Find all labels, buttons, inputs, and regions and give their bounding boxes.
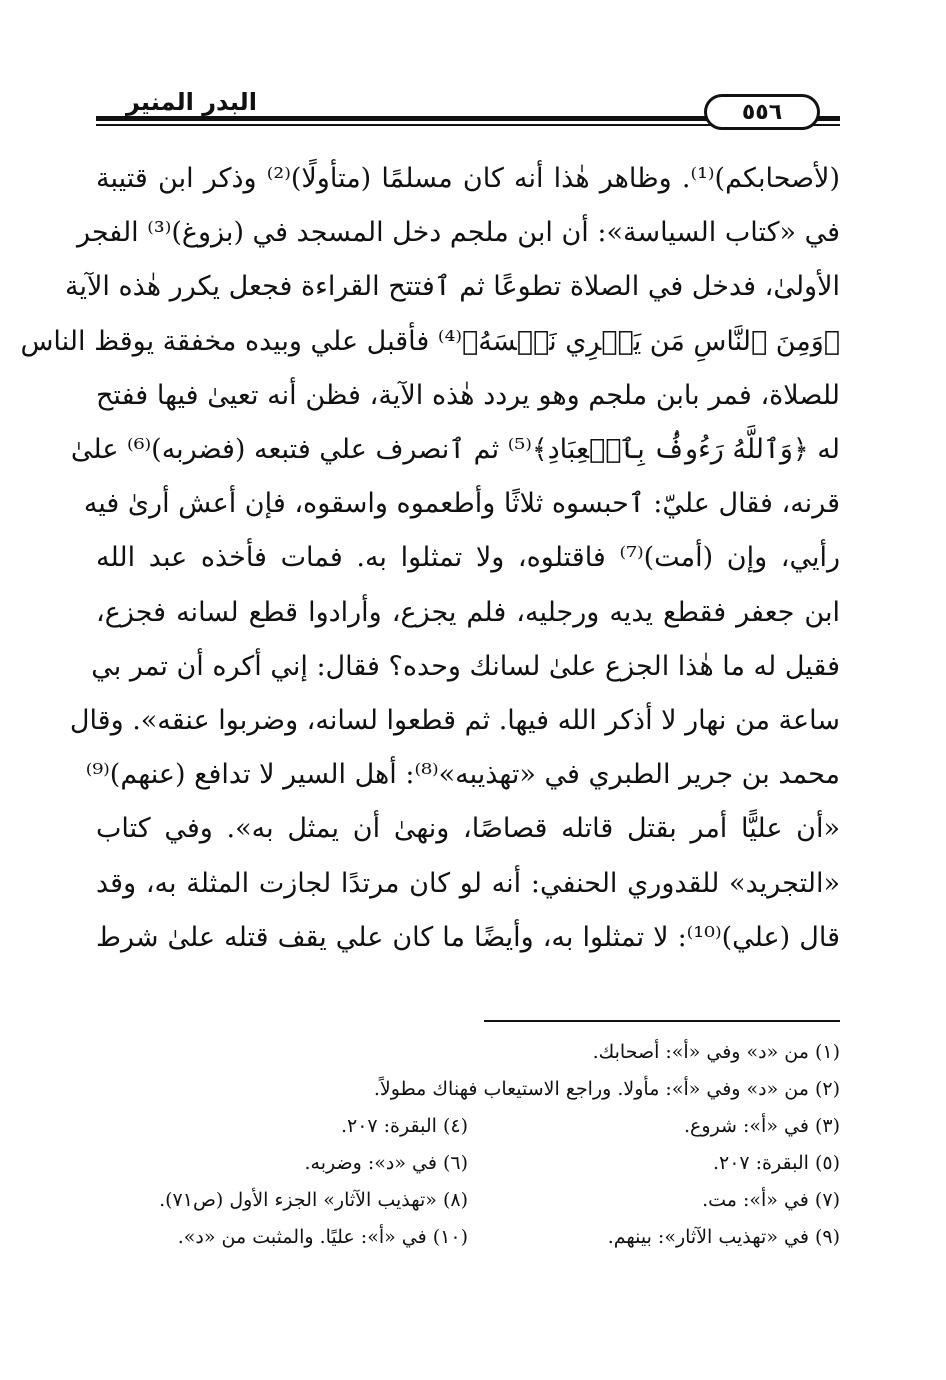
- footnote: (٥) البقرة: ٢٠٧.: [712, 1152, 840, 1174]
- text-line: «أن عليًّا أمر بقتل قاتله قصاصًا، ونهىٰ أن يمثل به». وفي كتاب: [96, 813, 840, 845]
- text-line: ابن جعفر فقطع يديه ورجليه، فلم يجزع، وأرادوا قطع لسانه فجزع،: [96, 596, 840, 628]
- book-title: البدر المنير: [126, 88, 257, 116]
- text-line: رأيي، وإن (أمت)⁽⁷⁾ فاقتلوه، ولا تمثلوا به. فمات فأخذه عبد الله: [96, 542, 841, 574]
- page-number-badge: [704, 94, 820, 130]
- footnote-row: [96, 1182, 840, 1219]
- footnote-row: [96, 1219, 840, 1256]
- footnotes: [96, 1034, 840, 1256]
- footnote: (٣) في «أ»: شروع.: [684, 1115, 840, 1137]
- footnote-row: [96, 1145, 840, 1182]
- footnote: (٨) «تهذيب الآثار» الجزء الأول (ص٧١).: [159, 1189, 468, 1211]
- text-line: في «كتاب السياسة»: أن ابن ملجم دخل المسجد في (بزوغ)⁽³⁾ الفجر: [76, 217, 840, 249]
- footnote: (١) من «د» وفي «أ»: أصحابك.: [592, 1041, 840, 1063]
- footnote-separator: [484, 1020, 840, 1022]
- footnote: (٧) في «أ»: مت.: [702, 1189, 840, 1211]
- text-line: له ﴿وَٱللَّهُ رَءُوفُۢ بِٱلۡعِبَادِ﴾⁽⁵⁾ ثم ٱنصرف علي فتبعه (فضربه)⁽⁶⁾ علىٰ: [70, 434, 840, 466]
- footnote: (٤) البقرة: ٢٠٧.: [340, 1115, 468, 1137]
- footnote: (١٠) في «أ»: عليًا. والمثبت من «د».: [177, 1226, 468, 1248]
- page-number: ٥٥٦: [741, 99, 783, 125]
- footnote-row: [96, 1108, 840, 1145]
- footnote: (٩) في «تهذيب الآثار»: بينهم.: [607, 1226, 840, 1248]
- text-line: قال (علي)⁽¹⁰⁾: لا تمثلوا به، وأيضًا ما كان علي يقف قتله علىٰ شرط: [96, 921, 840, 953]
- text-line: فقيل له ما هٰذا الجزع علىٰ لسانك وحده؟ فقال: إني أكره أن تمر بي: [91, 650, 840, 682]
- footnote: (٢) من «د» وفي «أ»: مأولا. وراجع الاستيعاب فهناك مطولاً.: [373, 1078, 840, 1100]
- text-line: محمد بن جرير الطبري في «تهذيبه»⁽⁸⁾: أهل السير لا تدافع (عنهم)⁽⁹⁾: [85, 759, 840, 791]
- main-text: [20, 152, 841, 965]
- text-line: ساعة من نهار لا أذكر الله فيها. ثم قطعوا لسانه، وضربوا عنقه». وقال: [69, 705, 840, 737]
- footnote: (٦) في «د»: وضربه.: [304, 1152, 468, 1174]
- text-line: (لأصحابكم)⁽¹⁾. وظاهر هٰذا أنه كان مسلمًا (متأولًا)⁽²⁾ وذكر ابن قتيبة: [96, 163, 840, 194]
- page-header: [96, 88, 840, 132]
- text-line: «التجريد» للقدوري الحنفي: أنه لو كان مرتدًا لجازت المثلة به، وقد: [96, 867, 840, 899]
- text-line: الأولىٰ، فدخل في الصلاة تطوعًا ثم ٱفتتح القراءة فجعل يكرر هٰذه الآية: [65, 271, 840, 303]
- text-line: للصلاة، فمر بابن ملجم وهو يردد هٰذه الآية، فظن أنه تعيىٰ فيها ففتح: [96, 379, 840, 411]
- text-line: ﴿وَمِنَ ٱلنَّاسِ مَن يَشۡرِي نَفۡسَهُ﴾⁽⁴⁾ فأقبل علي وبيده مخفقة يوقظ الناس: [20, 325, 840, 357]
- text-line: قرنه، فقال عليّ: ٱحبسوه ثلاثًا وأطعموه واسقوه، فإن أعش أرىٰ فيه: [83, 488, 840, 520]
